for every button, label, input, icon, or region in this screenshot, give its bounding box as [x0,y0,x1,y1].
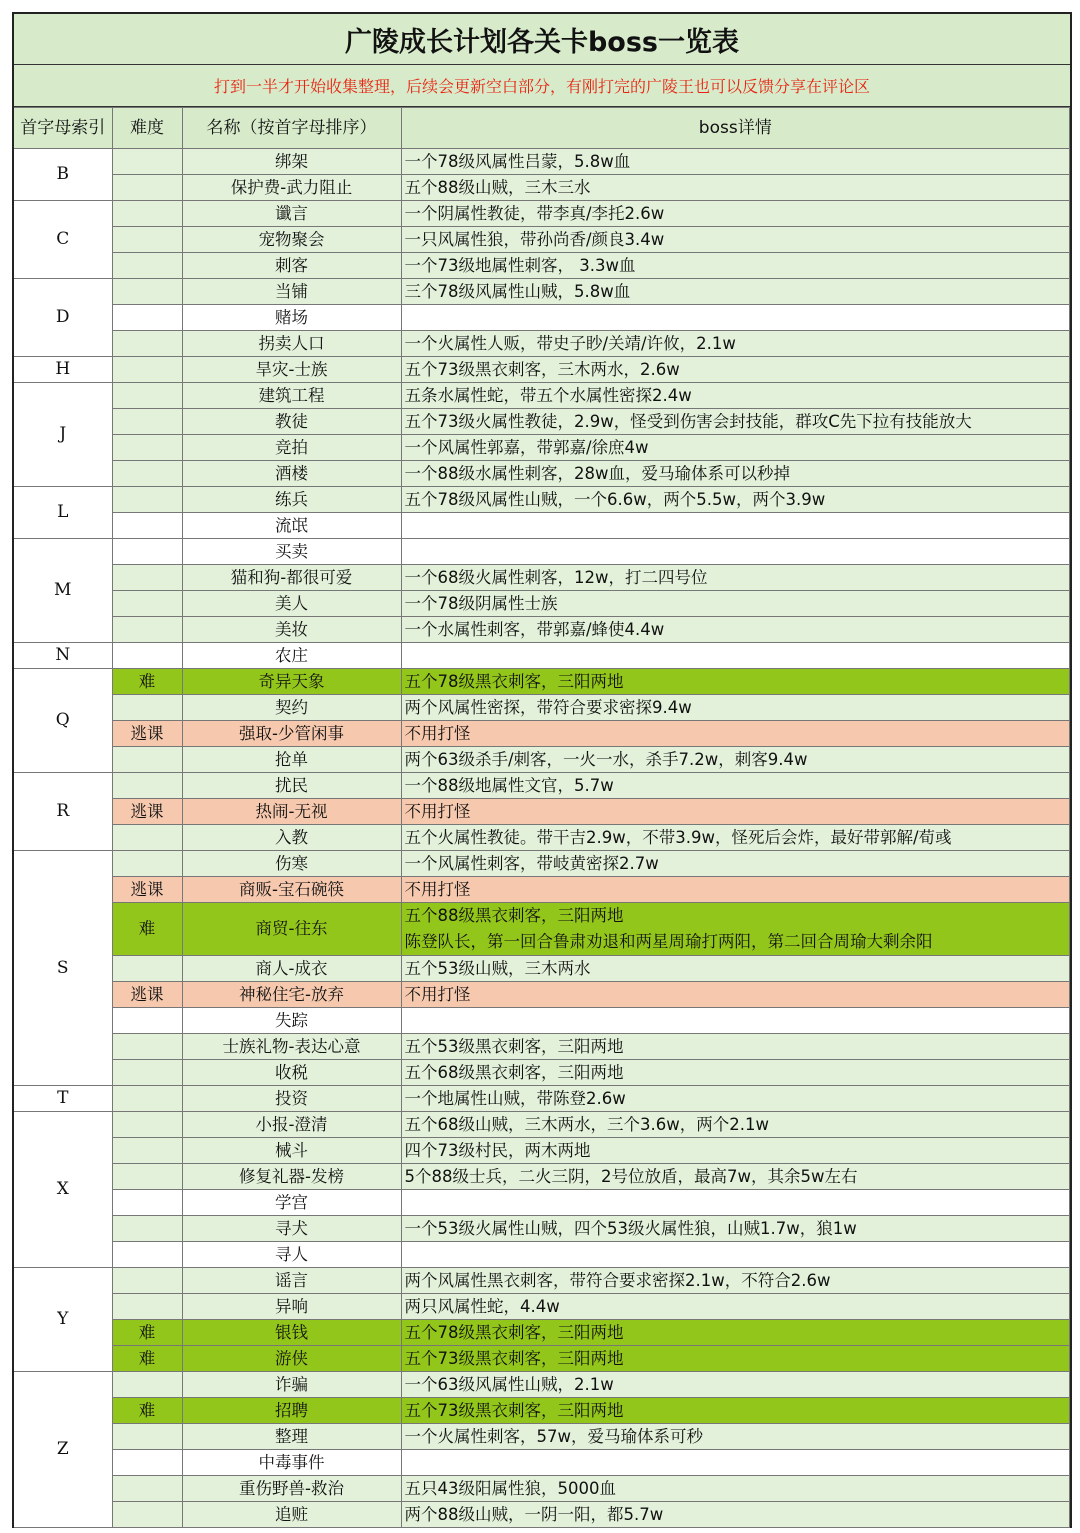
difficulty-cell: 难 [112,1398,182,1424]
boss-detail-cell [401,513,1070,539]
difficulty-cell [112,695,182,721]
difficulty-cell [112,1112,182,1138]
letter-index-cell: M [14,539,112,643]
level-name-cell: 热闹-无视 [182,799,401,825]
table-row [14,1164,1070,1190]
difficulty-cell [112,409,182,435]
table-row [14,747,1070,773]
level-name-cell: 抢单 [182,747,401,773]
level-name-cell: 寻犬 [182,1216,401,1242]
difficulty-cell: 逃课 [112,877,182,903]
level-name-cell: 商人-成衣 [182,956,401,982]
level-name-cell: 绑架 [182,149,401,175]
boss-detail-line: 五个88级黑衣刺客，三阳两地 [404,906,624,925]
header-letter-index: 首字母索引 [14,108,112,149]
table-row [14,721,1070,747]
difficulty-cell [112,513,182,539]
level-name-cell: 建筑工程 [182,383,401,409]
table-row [14,227,1070,253]
table-row [14,409,1070,435]
table-row [14,695,1070,721]
level-name-cell: 练兵 [182,487,401,513]
difficulty-cell [112,617,182,643]
table-row [14,565,1070,591]
boss-detail-cell: 不用打怪 [401,877,1070,903]
boss-detail-cell: 五个68级黑衣刺客，三阳两地 [401,1060,1070,1086]
table-row [14,487,1070,513]
difficulty-cell [112,305,182,331]
level-name-cell: 小报-澄清 [182,1112,401,1138]
boss-detail-cell: 一个63级风属性山贼，2.1w [401,1372,1070,1398]
letter-index-cell: N [14,643,112,669]
boss-detail-line: 陈登队长，第一回合鲁肃劝退和两星周瑜打两阳，第二回合周瑜大剩余阳 [404,932,933,951]
level-name-cell: 商贩-宝石碗筷 [182,877,401,903]
table-row [14,1398,1070,1424]
letter-index-cell: L [14,487,112,539]
boss-detail-cell: 一个78级阴属性士族 [401,591,1070,617]
letter-index-cell: Q [14,669,112,773]
boss-detail-cell: 一个火属性人贩，带史子眇/关靖/许攸，2.1w [401,331,1070,357]
letter-index-cell: H [14,357,112,383]
level-name-cell: 修复礼器-发榜 [182,1164,401,1190]
level-name-cell: 入教 [182,825,401,851]
level-name-cell: 投资 [182,1086,401,1112]
table-row [14,149,1070,175]
table-row [14,669,1070,695]
table-row [14,461,1070,487]
boss-detail-cell: 三个78级风属性山贼，5.8w血 [401,279,1070,305]
level-name-cell: 奇异天象 [182,669,401,695]
table-row [14,383,1070,409]
header-boss-detail: boss详情 [401,108,1070,149]
table-row [14,1294,1070,1320]
difficulty-cell [112,643,182,669]
table-row [14,1216,1070,1242]
table-row [14,1372,1070,1398]
level-name-cell: 教徒 [182,409,401,435]
table-row [14,305,1070,331]
level-name-cell: 商贸-往东 [182,903,401,956]
level-name-cell: 士族礼物-表达心意 [182,1034,401,1060]
table-row [14,1502,1070,1528]
difficulty-cell: 难 [112,903,182,956]
level-name-cell: 竞拍 [182,435,401,461]
boss-detail-cell: 一个水属性刺客，带郭嘉/蜂使4.4w [401,617,1070,643]
boss-detail-cell: 五个68级山贼，三木两水，三个3.6w，两个2.1w [401,1112,1070,1138]
boss-detail-cell: 五个78级黑衣刺客，三阳两地 [401,669,1070,695]
boss-table [14,107,1070,1528]
level-name-cell: 追赃 [182,1502,401,1528]
boss-detail-cell: 五个火属性教徒。带干吉2.9w，不带3.9w，怪死后会炸，最好带郭解/荀彧 [401,825,1070,851]
letter-index-cell: D [14,279,112,357]
boss-detail-cell: 不用打怪 [401,982,1070,1008]
difficulty-cell [112,331,182,357]
table-row [14,201,1070,227]
boss-detail-cell: 5个88级士兵，二火三阴，2号位放盾，最高7w，其余5w左右 [401,1164,1070,1190]
table-row [14,253,1070,279]
boss-detail-cell: 一个68级火属性刺客，12w，打二四号位 [401,565,1070,591]
difficulty-cell [112,1086,182,1112]
difficulty-cell [112,1242,182,1268]
level-name-cell: 赌场 [182,305,401,331]
boss-table-sheet [12,12,1072,1528]
level-name-cell: 酒楼 [182,461,401,487]
boss-detail-cell [401,1190,1070,1216]
difficulty-cell: 逃课 [112,799,182,825]
boss-detail-cell: 一个火属性刺客，57w，爱马瑜体系可秒 [401,1424,1070,1450]
boss-detail-cell: 五条水属性蛇，带五个水属性密探2.4w [401,383,1070,409]
difficulty-cell [112,539,182,565]
boss-detail-cell: 五个73级黑衣刺客，三阳两地 [401,1346,1070,1372]
difficulty-cell [112,956,182,982]
difficulty-cell [112,851,182,877]
boss-detail-cell: 两个风属性黑衣刺客，带符合要求密探2.1w，不符合2.6w [401,1268,1070,1294]
boss-detail-cell: 一个风属性郭嘉，带郭嘉/徐庶4w [401,435,1070,461]
level-name-cell: 猫和狗-都很可爱 [182,565,401,591]
difficulty-cell [112,435,182,461]
level-name-cell: 强取-少管闲事 [182,721,401,747]
table-row [14,851,1070,877]
letter-index-cell: S [14,851,112,1086]
boss-detail-cell: 一个阴属性教徒，带李真/李托2.6w [401,201,1070,227]
level-name-cell: 械斗 [182,1138,401,1164]
boss-detail-cell [401,1242,1070,1268]
boss-detail-cell: 一个78级风属性吕蒙，5.8w血 [401,149,1070,175]
boss-detail-cell: 两个风属性密探，带符合要求密探9.4w [401,695,1070,721]
level-name-cell: 契约 [182,695,401,721]
difficulty-cell [112,1502,182,1528]
level-name-cell: 扰民 [182,773,401,799]
boss-detail-cell [401,903,1070,956]
table-row [14,773,1070,799]
level-name-cell: 拐卖人口 [182,331,401,357]
difficulty-cell [112,1060,182,1086]
letter-index-cell: T [14,1086,112,1112]
difficulty-cell [112,565,182,591]
table-row [14,799,1070,825]
difficulty-cell [112,487,182,513]
difficulty-cell [112,279,182,305]
difficulty-cell [112,1294,182,1320]
difficulty-cell [112,461,182,487]
level-name-cell: 美妆 [182,617,401,643]
difficulty-cell [112,149,182,175]
boss-detail-cell: 五只43级阳属性狼，5000血 [401,1476,1070,1502]
table-row [14,435,1070,461]
letter-index-cell: Z [14,1372,112,1528]
level-name-cell: 异响 [182,1294,401,1320]
boss-detail-cell: 五个78级风属性山贼，一个6.6w，两个5.5w，两个3.9w [401,487,1070,513]
table-row [14,591,1070,617]
header-row [14,108,1070,149]
table-row [14,1346,1070,1372]
table-row [14,1086,1070,1112]
level-name-cell: 旱灾-士族 [182,357,401,383]
boss-detail-cell: 五个88级山贼，三木三水 [401,175,1070,201]
difficulty-cell [112,1372,182,1398]
difficulty-cell [112,1138,182,1164]
boss-detail-cell: 五个73级黑衣刺客，三阳两地 [401,1398,1070,1424]
difficulty-cell [112,227,182,253]
table-row [14,331,1070,357]
difficulty-cell [112,747,182,773]
level-name-cell: 重伤野兽-救治 [182,1476,401,1502]
letter-index-cell: X [14,1112,112,1268]
difficulty-cell [112,253,182,279]
level-name-cell: 农庄 [182,643,401,669]
letter-index-cell: Y [14,1268,112,1372]
letter-index-cell: J [14,383,112,487]
boss-detail-cell: 不用打怪 [401,721,1070,747]
table-row [14,1242,1070,1268]
boss-detail-cell [401,643,1070,669]
table-row [14,279,1070,305]
boss-detail-cell: 一个53级火属性山贼，四个53级火属性狼，山贼1.7w，狼1w [401,1216,1070,1242]
table-row [14,903,1070,956]
table-row [14,1034,1070,1060]
boss-detail-cell: 两只风属性蛇，4.4w [401,1294,1070,1320]
boss-detail-cell: 五个73级火属性教徒，2.9w，怪受到伤害会封技能，群攻C先下拉有技能放大 [401,409,1070,435]
level-name-cell: 买卖 [182,539,401,565]
table-row [14,643,1070,669]
table-row [14,1268,1070,1294]
level-name-cell: 宠物聚会 [182,227,401,253]
difficulty-cell: 难 [112,1346,182,1372]
difficulty-cell: 难 [112,1320,182,1346]
level-name-cell: 银钱 [182,1320,401,1346]
table-row [14,1450,1070,1476]
header-difficulty: 难度 [112,108,182,149]
level-name-cell: 伤寒 [182,851,401,877]
table-row [14,1476,1070,1502]
table-row [14,956,1070,982]
boss-detail-cell: 五个73级黑衣刺客，三木两水，2.6w [401,357,1070,383]
level-name-cell: 学宫 [182,1190,401,1216]
level-name-cell: 神秘住宅-放弃 [182,982,401,1008]
level-name-cell: 收税 [182,1060,401,1086]
boss-detail-cell: 不用打怪 [401,799,1070,825]
sheet-notice: 打到一半才开始收集整理，后续会更新空白部分，有刚打完的广陵王也可以反馈分享在评论区 [14,65,1070,107]
difficulty-cell: 逃课 [112,982,182,1008]
table-row [14,1190,1070,1216]
boss-detail-cell: 五个53级黑衣刺客，三阳两地 [401,1034,1070,1060]
level-name-cell: 诈骗 [182,1372,401,1398]
difficulty-cell [112,1476,182,1502]
difficulty-cell [112,825,182,851]
difficulty-cell [112,175,182,201]
level-name-cell: 谣言 [182,1268,401,1294]
header-name: 名称（按首字母排序） [182,108,401,149]
table-row [14,877,1070,903]
table-row [14,513,1070,539]
difficulty-cell [112,1164,182,1190]
difficulty-cell [112,1424,182,1450]
level-name-cell: 招聘 [182,1398,401,1424]
boss-detail-cell: 一个风属性刺客，带岐黄密探2.7w [401,851,1070,877]
table-row [14,1424,1070,1450]
difficulty-cell [112,357,182,383]
difficulty-cell: 逃课 [112,721,182,747]
table-row [14,825,1070,851]
difficulty-cell [112,1034,182,1060]
boss-detail-cell: 两个63级杀手/刺客，一火一水，杀手7.2w，刺客9.4w [401,747,1070,773]
boss-detail-cell: 两个88级山贼，一阴一阳，都5.7w [401,1502,1070,1528]
difficulty-cell [112,591,182,617]
boss-detail-cell: 一个88级水属性刺客，28w血，爱马瑜体系可以秒掉 [401,461,1070,487]
level-name-cell: 刺客 [182,253,401,279]
level-name-cell: 中毒事件 [182,1450,401,1476]
boss-detail-cell [401,1008,1070,1034]
level-name-cell: 整理 [182,1424,401,1450]
difficulty-cell [112,1216,182,1242]
table-row [14,1008,1070,1034]
difficulty-cell [112,1268,182,1294]
boss-detail-cell [401,305,1070,331]
level-name-cell: 保护费-武力阻止 [182,175,401,201]
boss-detail-cell: 四个73级村民，两木两地 [401,1138,1070,1164]
level-name-cell: 失踪 [182,1008,401,1034]
boss-detail-cell [401,539,1070,565]
level-name-cell: 谶言 [182,201,401,227]
level-name-cell: 游侠 [182,1346,401,1372]
difficulty-cell [112,383,182,409]
boss-detail-cell: 一只风属性狼，带孙尚香/颜良3.4w [401,227,1070,253]
difficulty-cell: 难 [112,669,182,695]
table-row [14,539,1070,565]
difficulty-cell [112,1450,182,1476]
boss-detail-cell: 一个88级地属性文官，5.7w [401,773,1070,799]
table-row [14,617,1070,643]
table-row [14,1320,1070,1346]
difficulty-cell [112,1190,182,1216]
level-name-cell: 美人 [182,591,401,617]
letter-index-cell: C [14,201,112,279]
table-row [14,1112,1070,1138]
level-name-cell: 寻人 [182,1242,401,1268]
difficulty-cell [112,1008,182,1034]
difficulty-cell [112,773,182,799]
table-row [14,982,1070,1008]
boss-detail-cell: 五个53级山贼，三木两水 [401,956,1070,982]
table-row [14,1138,1070,1164]
sheet-title: 广陵成长计划各关卡boss一览表 [14,14,1070,65]
letter-index-cell: B [14,149,112,201]
table-row [14,1060,1070,1086]
boss-detail-cell: 一个地属性山贼，带陈登2.6w [401,1086,1070,1112]
boss-detail-cell: 五个78级黑衣刺客，三阳两地 [401,1320,1070,1346]
boss-detail-cell [401,1450,1070,1476]
table-body [14,149,1070,1528]
level-name-cell: 流氓 [182,513,401,539]
table-row [14,175,1070,201]
difficulty-cell [112,201,182,227]
level-name-cell: 当铺 [182,279,401,305]
letter-index-cell: R [14,773,112,851]
boss-detail-cell: 一个73级地属性刺客， 3.3w血 [401,253,1070,279]
table-row [14,357,1070,383]
